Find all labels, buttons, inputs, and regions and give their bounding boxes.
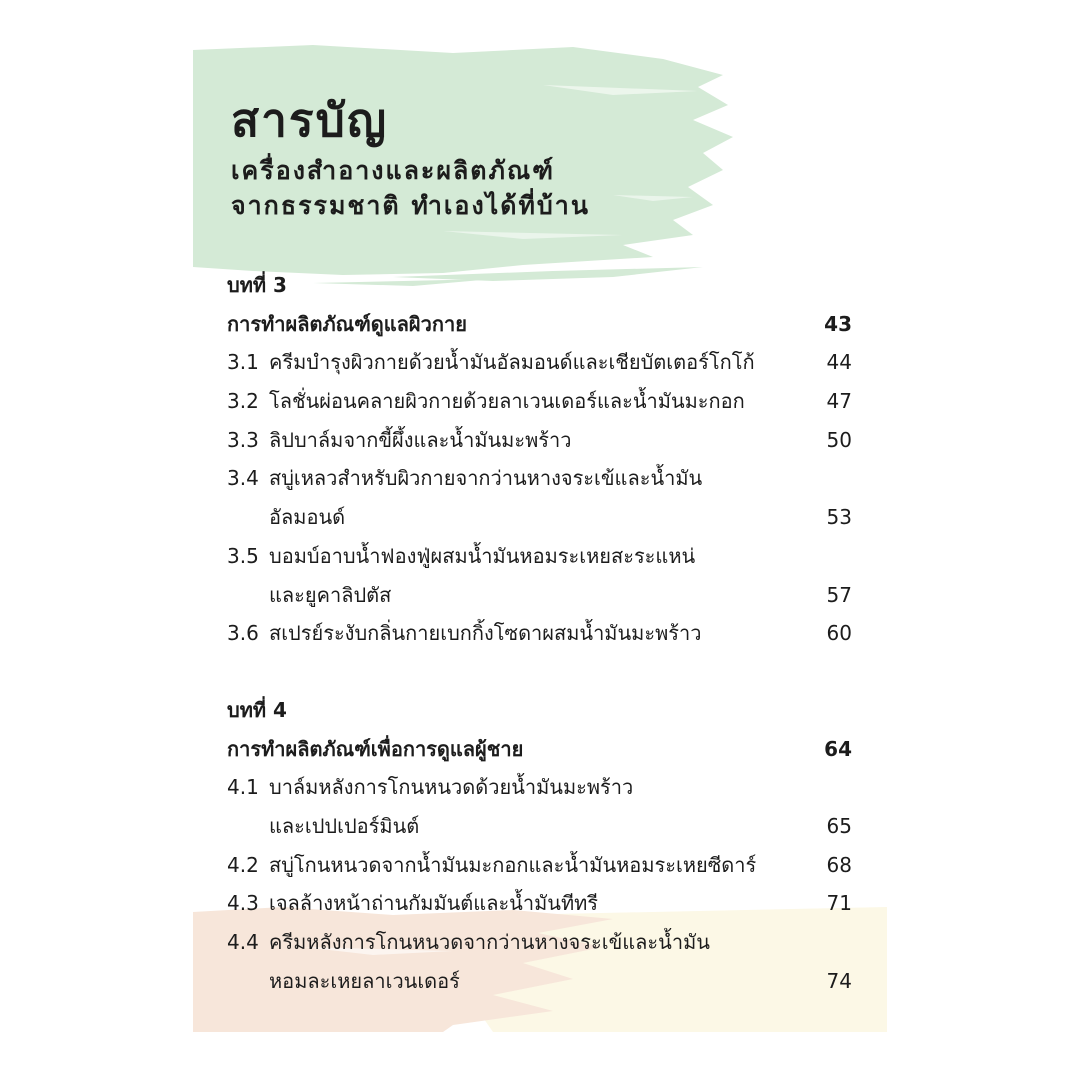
toc-entry-4-4[interactable] bbox=[227, 923, 852, 962]
toc-entry-4-2[interactable] bbox=[227, 846, 852, 885]
page-number: 43 bbox=[824, 311, 852, 336]
entry-title: สบู่เหลวสำหรับผิวกายจากว่านหางจระเข้และน้ำมัน bbox=[269, 466, 703, 491]
book-subtitle-line-2: จากธรรมชาติ ทำเองได้ที่บ้าน bbox=[231, 191, 590, 220]
page-number: 44 bbox=[826, 350, 852, 375]
page-number: 47 bbox=[826, 389, 852, 414]
toc-entry-4-4-continuation[interactable] bbox=[227, 962, 852, 1001]
entry-number: 4.3 bbox=[227, 891, 259, 916]
page-number: 60 bbox=[826, 621, 852, 646]
entry-title-continued: และยูคาลิปตัส bbox=[269, 582, 392, 607]
book-page bbox=[193, 45, 887, 1032]
entry-title: ครีมบำรุงผิวกายด้วยน้ำมันอัลมอนด์และเชียบัตเตอร์โกโก้ bbox=[269, 350, 755, 375]
toc-entry-4-1-continuation[interactable] bbox=[227, 807, 852, 846]
toc-entry-3-5-continuation[interactable] bbox=[227, 576, 852, 615]
chapter-label: บทที่ 3 bbox=[227, 273, 287, 297]
entry-number: 4.2 bbox=[227, 852, 259, 877]
toc-entry-3-5[interactable] bbox=[227, 537, 852, 576]
entry-number: 4.4 bbox=[227, 930, 259, 955]
toc-entry-4-3[interactable] bbox=[227, 884, 852, 923]
toc-entry-3-6[interactable] bbox=[227, 614, 852, 653]
entry-title-continued: อัลมอนด์ bbox=[269, 505, 346, 530]
entry-title: บาล์มหลังการโกนหนวดด้วยน้ำมันมะพร้าว bbox=[269, 775, 634, 800]
page-number: 65 bbox=[826, 814, 852, 839]
page-number: 71 bbox=[826, 891, 852, 916]
chapter-title-row[interactable] bbox=[227, 730, 852, 769]
entry-title-continued: และเปปเปอร์มินต์ bbox=[269, 814, 420, 839]
entry-number: 3.5 bbox=[227, 543, 259, 568]
entry-title: ครีมหลังการโกนหนวดจากว่านหางจระเข้และน้ำมัน bbox=[269, 930, 710, 955]
toc-entry-3-4-continuation[interactable] bbox=[227, 498, 852, 537]
chapter-title: การทำผลิตภัณฑ์เพื่อการดูแลผู้ชาย bbox=[227, 736, 524, 761]
entry-title: ลิปบาล์มจากขี้ผึ้งและน้ำมันมะพร้าว bbox=[269, 427, 572, 452]
entry-number: 3.3 bbox=[227, 427, 259, 452]
entry-title: สบู่โกนหนวดจากน้ำมันมะกอกและน้ำมันหอมระเหยซีดาร์ bbox=[269, 852, 757, 877]
entry-number: 3.6 bbox=[227, 621, 259, 646]
page-number: 53 bbox=[826, 505, 852, 530]
entry-title-continued: หอมละเหยลาเวนเดอร์ bbox=[269, 968, 460, 993]
entry-number: 3.4 bbox=[227, 466, 259, 491]
toc-entry-3-3[interactable] bbox=[227, 421, 852, 460]
chapter-title-row[interactable] bbox=[227, 305, 852, 344]
chapter-3-section bbox=[227, 266, 852, 653]
entry-title: บอมบ์อาบน้ำฟองฟู่ผสมน้ำมันหอมระเหยสะระแหน่ bbox=[269, 543, 696, 568]
entry-number: 3.2 bbox=[227, 389, 259, 414]
chapter-label: บทที่ 4 bbox=[227, 698, 287, 722]
book-subtitle-line-1: เครื่องสำอางและผลิตภัณฑ์ bbox=[231, 156, 555, 185]
entry-number: 3.1 bbox=[227, 350, 259, 375]
toc-entry-4-1[interactable] bbox=[227, 768, 852, 807]
entry-title: เจลล้างหน้าถ่านกัมมันต์และน้ำมันทีทรี bbox=[269, 891, 599, 916]
page-number: 74 bbox=[826, 968, 852, 993]
entry-number: 4.1 bbox=[227, 775, 259, 800]
toc-entry-3-2[interactable] bbox=[227, 382, 852, 421]
page-number: 50 bbox=[826, 427, 852, 452]
toc-entry-3-1[interactable] bbox=[227, 343, 852, 382]
chapter-4-section bbox=[227, 691, 852, 1001]
toc-entry-3-4[interactable] bbox=[227, 459, 852, 498]
entry-title: สเปรย์ระงับกลิ่นกายเบกกิ้งโซดาผสมน้ำมันมะพร้าว bbox=[269, 621, 702, 646]
entry-title: โลชั่นผ่อนคลายผิวกายด้วยลาเวนเดอร์และน้ำมันมะกอก bbox=[269, 389, 745, 414]
page-number: 64 bbox=[824, 736, 852, 761]
page-number: 57 bbox=[826, 582, 852, 607]
page-title: สารบัญ bbox=[231, 93, 389, 147]
page-number: 68 bbox=[826, 852, 852, 877]
chapter-title: การทำผลิตภัณฑ์ดูแลผิวกาย bbox=[227, 311, 467, 336]
